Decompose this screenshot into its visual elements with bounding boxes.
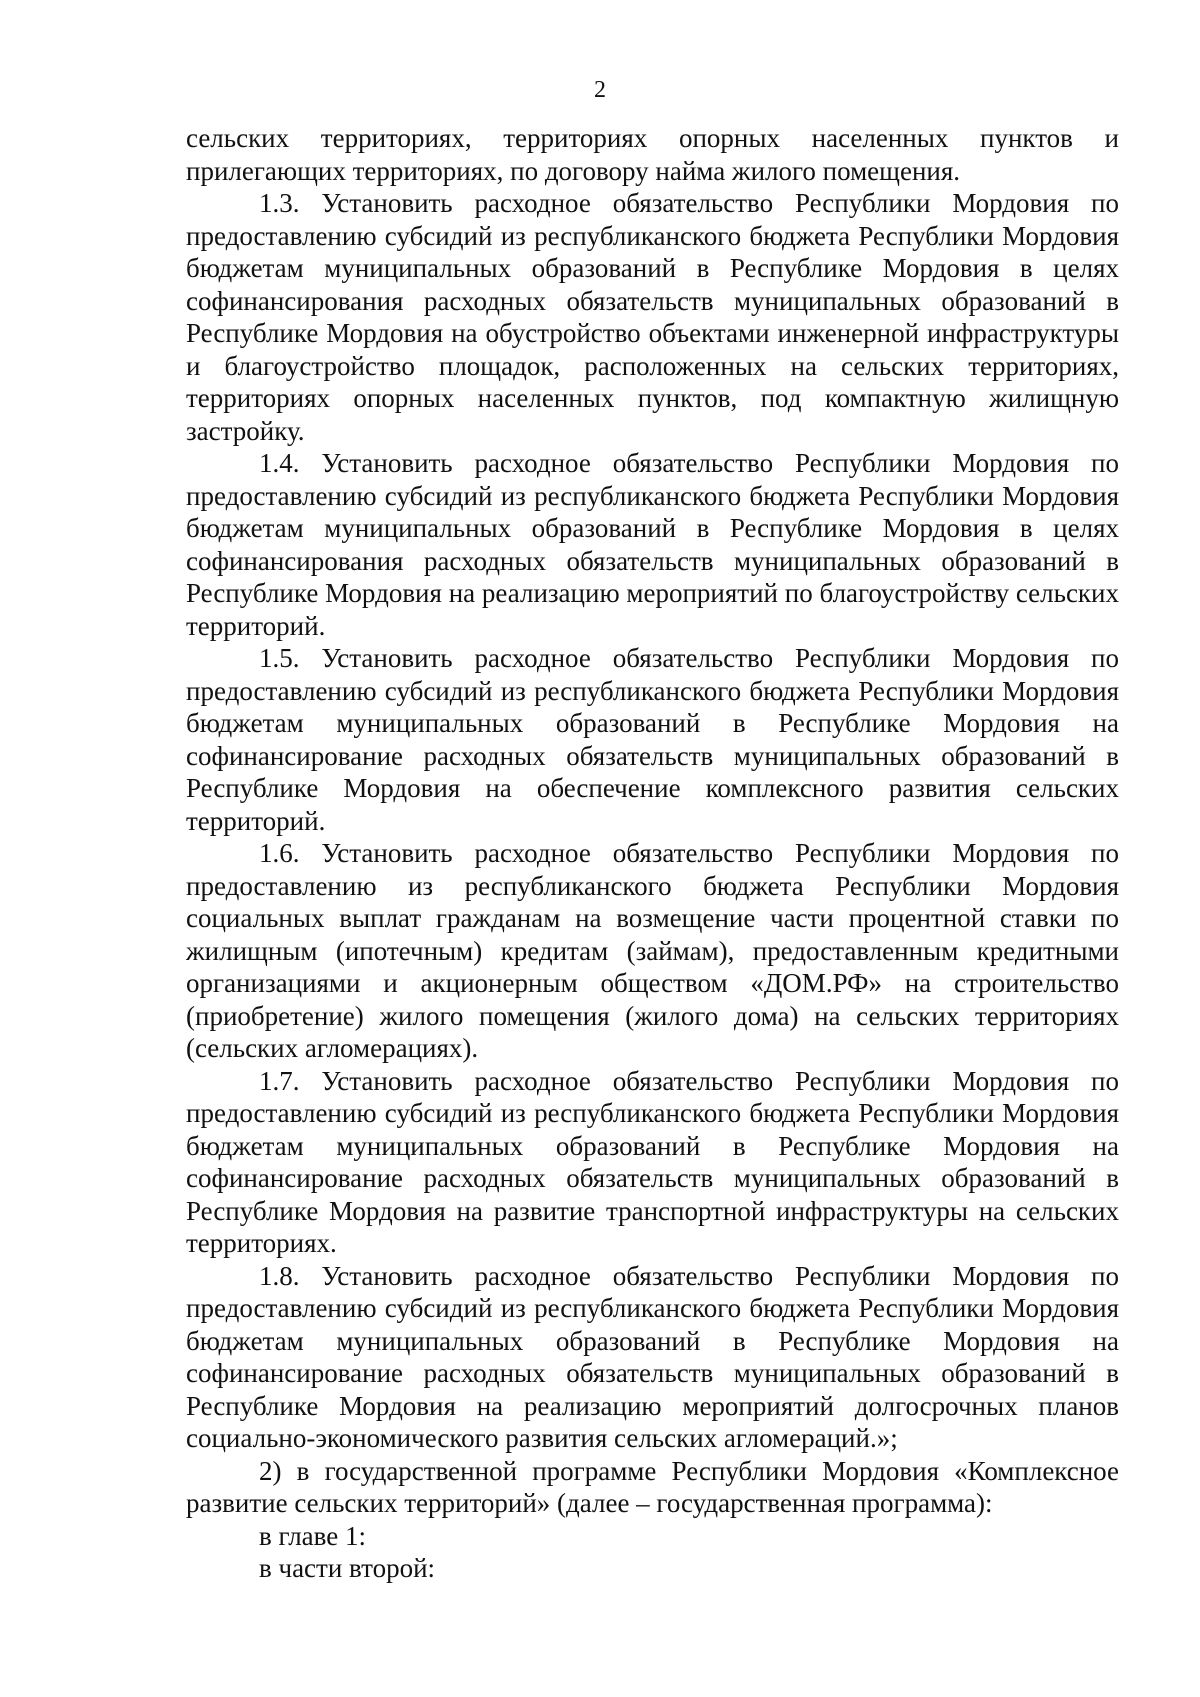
document-body: [186, 122, 1119, 1585]
paragraph: 1.8. Установить расходное обязательство Республики Мордовия по предоставлению субсидий из республиканского бюджета Республики Мордовия бюджетам муниципальных образований в Республике Мордовия на софинансирование расходных обязательств муниципальных образований в Республике Мордовия на реализацию мероприятий долгосрочных планов социально-экономического развития сельских агломераций.»;: [186, 1260, 1119, 1453]
paragraph: в главе 1:: [259, 1520, 366, 1551]
page-number: 2: [594, 77, 606, 103]
paragraph: в части второй:: [259, 1553, 436, 1583]
paragraph: 2) в государственной программе Республики Мордовия «Комплексное развитие сельских территорий» (далее – государственная программа):: [186, 1455, 1119, 1518]
paragraph: 1.3. Установить расходное обязательство Республики Мордовия по предоставлению субсидий из республиканского бюджета Республики Мордовия бюджетам муниципальных образований в Республике Мордовия в целях софинансирования расходных обязательств муниципальных образований в Республике Мордовия на обустройство объектами инженерной инфраструктуры и благоустройство площадок, расположенных на сельских территориях, территориях опорных населенных пунктов, под компактную жилищную застройку.: [186, 188, 1119, 446]
paragraph: 1.7. Установить расходное обязательство Республики Мордовия по предоставлению субсидий из республиканского бюджета Республики Мордовия бюджетам муниципальных образований в Республике Мордовия на софинансирование расходных обязательств муниципальных образований в Республике Мордовия на развитие транспортной инфраструктуры на сельских территориях.: [186, 1065, 1119, 1258]
paragraph: сельских территориях, территориях опорных населенных пунктов и прилегающих территориях, по договору найма жилого помещения.: [186, 123, 1119, 186]
paragraph: 1.5. Установить расходное обязательство Республики Мордовия по предоставлению субсидий из республиканского бюджета Республики Мордовия бюджетам муниципальных образований в Республике Мордовия на софинансирование расходных обязательств муниципальных образований в Республике Мордовия на обеспечение комплексного развития сельских территорий.: [186, 643, 1119, 836]
paragraph: 1.6. Установить расходное обязательство Республики Мордовия по предоставлению из республиканского бюджета Республики Мордовия социальных выплат гражданам на возмещение части процентной ставки по жилищным (ипотечным) кредитам (займам), предоставленным кредитными организациями и акционерным обществом «ДОМ.РФ» на строительство (приобретение) жилого помещения (жилого дома) на сельских территориях (сельских агломерациях).: [186, 838, 1119, 1063]
paragraph: 1.4. Установить расходное обязательство Республики Мордовия по предоставлению субсидий из республиканского бюджета Республики Мордовия бюджетам муниципальных образований в Республике Мордовия в целях софинансирования расходных обязательств муниципальных образований в Республике Мордовия на реализацию мероприятий по благоустройству сельских территорий.: [186, 448, 1119, 641]
